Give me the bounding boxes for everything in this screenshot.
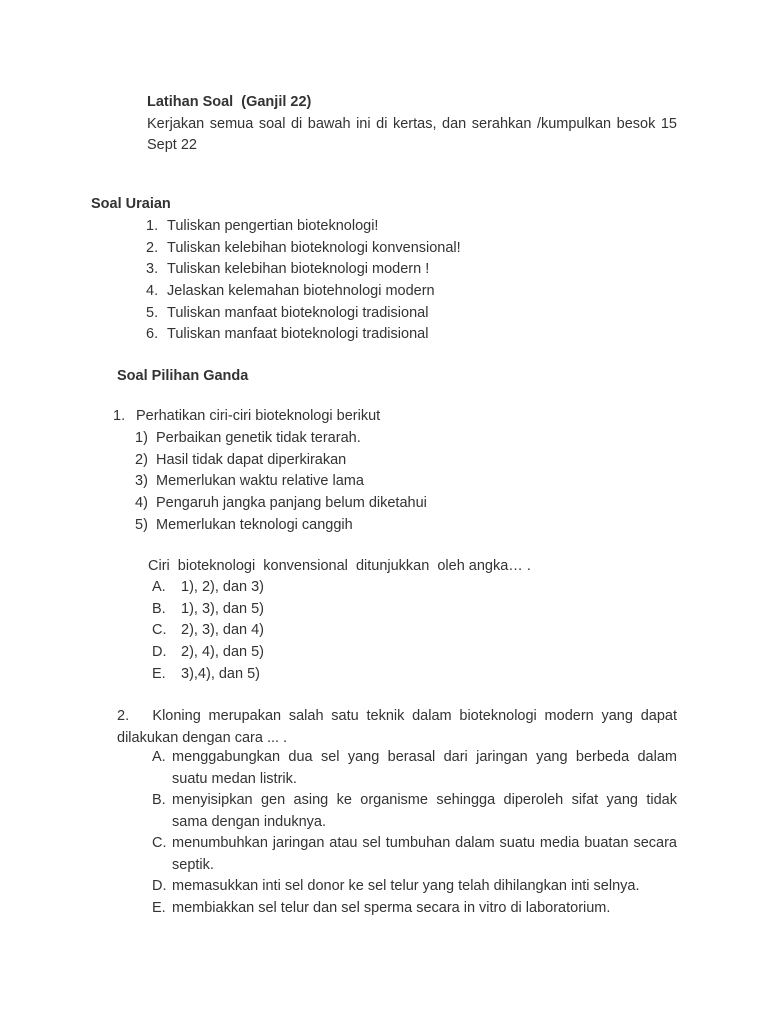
option-text: memasukkan inti sel donor ke sel telur yang telah dihilangkan inti selnya. (172, 878, 640, 894)
option-letter: A. (152, 749, 166, 765)
item-text: Tuliskan manfaat bioteknologi tradisional (167, 304, 429, 321)
item-number: 3. (146, 261, 159, 278)
point-number: 3) (135, 473, 148, 490)
option-letter: A. (152, 579, 166, 595)
option-letter: E. (152, 665, 166, 682)
answer-option[interactable] (152, 599, 452, 621)
item-text: Tuliskan kelebihan bioteknologi konvensional! (167, 239, 461, 256)
list-item (135, 493, 555, 515)
list-item (146, 259, 546, 281)
page-title: Latihan Soal (Ganjil 22) (147, 94, 312, 110)
answer-option[interactable] (152, 898, 677, 920)
item-number: 5. (146, 304, 159, 321)
answer-option[interactable] (152, 620, 452, 642)
point-number: 1) (135, 430, 148, 446)
pg-heading: Soal Pilihan Ganda (117, 368, 249, 384)
option-letter: D. (152, 644, 167, 661)
item-number: 2. (146, 239, 159, 256)
point-text: Perbaikan genetik tidak terarah. (156, 430, 361, 446)
option-text: 1), 3), dan 5) (181, 600, 265, 617)
option-letter: C. (152, 835, 167, 851)
header-block (147, 92, 677, 157)
option-text: menumbuhkan jaringan atau sel tumbuhan dalam suatu media buatan secara septik. (172, 835, 677, 873)
question-number: 1. (113, 408, 126, 424)
uraian-list (146, 216, 546, 346)
option-letter: C. (152, 622, 167, 639)
list-item (135, 428, 555, 450)
list-item (146, 324, 546, 346)
answer-option[interactable] (152, 747, 677, 790)
option-text: menggabungkan dua sel yang berasal dari jaringan yang berbeda dalam suatu medan listrik. (172, 749, 677, 787)
item-text: Tuliskan manfaat bioteknologi tradisional (167, 326, 429, 343)
answer-option[interactable] (152, 833, 677, 876)
answer-option[interactable] (152, 790, 677, 833)
q2-options (152, 747, 677, 919)
question-text: Kloning merupakan salah satu teknik dalam bioteknologi modern yang dapat dilakukan dengan cara ... . (117, 708, 677, 746)
point-number: 5) (135, 516, 148, 533)
list-item (146, 281, 546, 303)
option-letter: B. (152, 792, 166, 808)
option-text: 2), 3), dan 4) (181, 622, 265, 639)
list-item (135, 515, 555, 537)
option-text: 3),4), dan 5) (181, 665, 260, 682)
option-letter: D. (152, 878, 167, 894)
option-text: 1), 2), dan 3) (181, 579, 265, 595)
question-2 (117, 706, 677, 749)
item-text: Jelaskan kelemahan biotehnologi modern (167, 283, 435, 300)
option-text: 2), 4), dan 5) (181, 644, 265, 661)
point-text: Pengaruh jangka panjang belum diketahui (156, 495, 427, 512)
point-text: Memerlukan teknologi canggih (156, 516, 353, 533)
list-item (146, 303, 546, 325)
option-letter: E. (152, 899, 166, 916)
point-text: Hasil tidak dapat diperkirakan (156, 451, 347, 468)
list-item (146, 238, 546, 260)
item-number: 4. (146, 283, 159, 300)
item-number: 6. (146, 326, 159, 343)
item-number: 1. (146, 218, 159, 234)
point-number: 2) (135, 451, 148, 468)
answer-option[interactable] (152, 876, 677, 898)
question-text: Perhatikan ciri-ciri bioteknologi berikut (136, 408, 381, 424)
item-text: Tuliskan kelebihan bioteknologi modern ! (167, 261, 430, 278)
list-item (135, 450, 555, 472)
question-line (113, 406, 563, 428)
point-number: 4) (135, 495, 148, 512)
option-text: membiakkan sel telur dan sel sperma secara in vitro di laboratorium. (172, 899, 611, 916)
list-item (135, 471, 555, 493)
question-1 (113, 406, 563, 428)
option-text: menyisipkan gen asing ke organisme sehingga diperoleh sifat yang tidak sama dengan induknya. (172, 792, 677, 830)
point-text: Memerlukan waktu relative lama (156, 473, 364, 490)
question-number: 2. (117, 708, 130, 724)
q1-options (152, 577, 452, 685)
list-item (146, 216, 546, 238)
answer-option[interactable] (152, 664, 452, 686)
uraian-heading: Soal Uraian (91, 196, 171, 212)
answer-option[interactable] (152, 577, 452, 599)
q1-stem: Ciri bioteknologi konvensional ditunjukkan oleh angka… . (148, 558, 531, 574)
option-letter: B. (152, 600, 166, 617)
q1-points (135, 428, 555, 536)
answer-option[interactable] (152, 642, 452, 664)
item-text: Tuliskan pengertian bioteknologi! (167, 218, 379, 234)
instruction-text: Kerjakan semua soal di bawah ini di kertas, dan serahkan /kumpulkan besok 15 Sept 22 (147, 115, 677, 153)
